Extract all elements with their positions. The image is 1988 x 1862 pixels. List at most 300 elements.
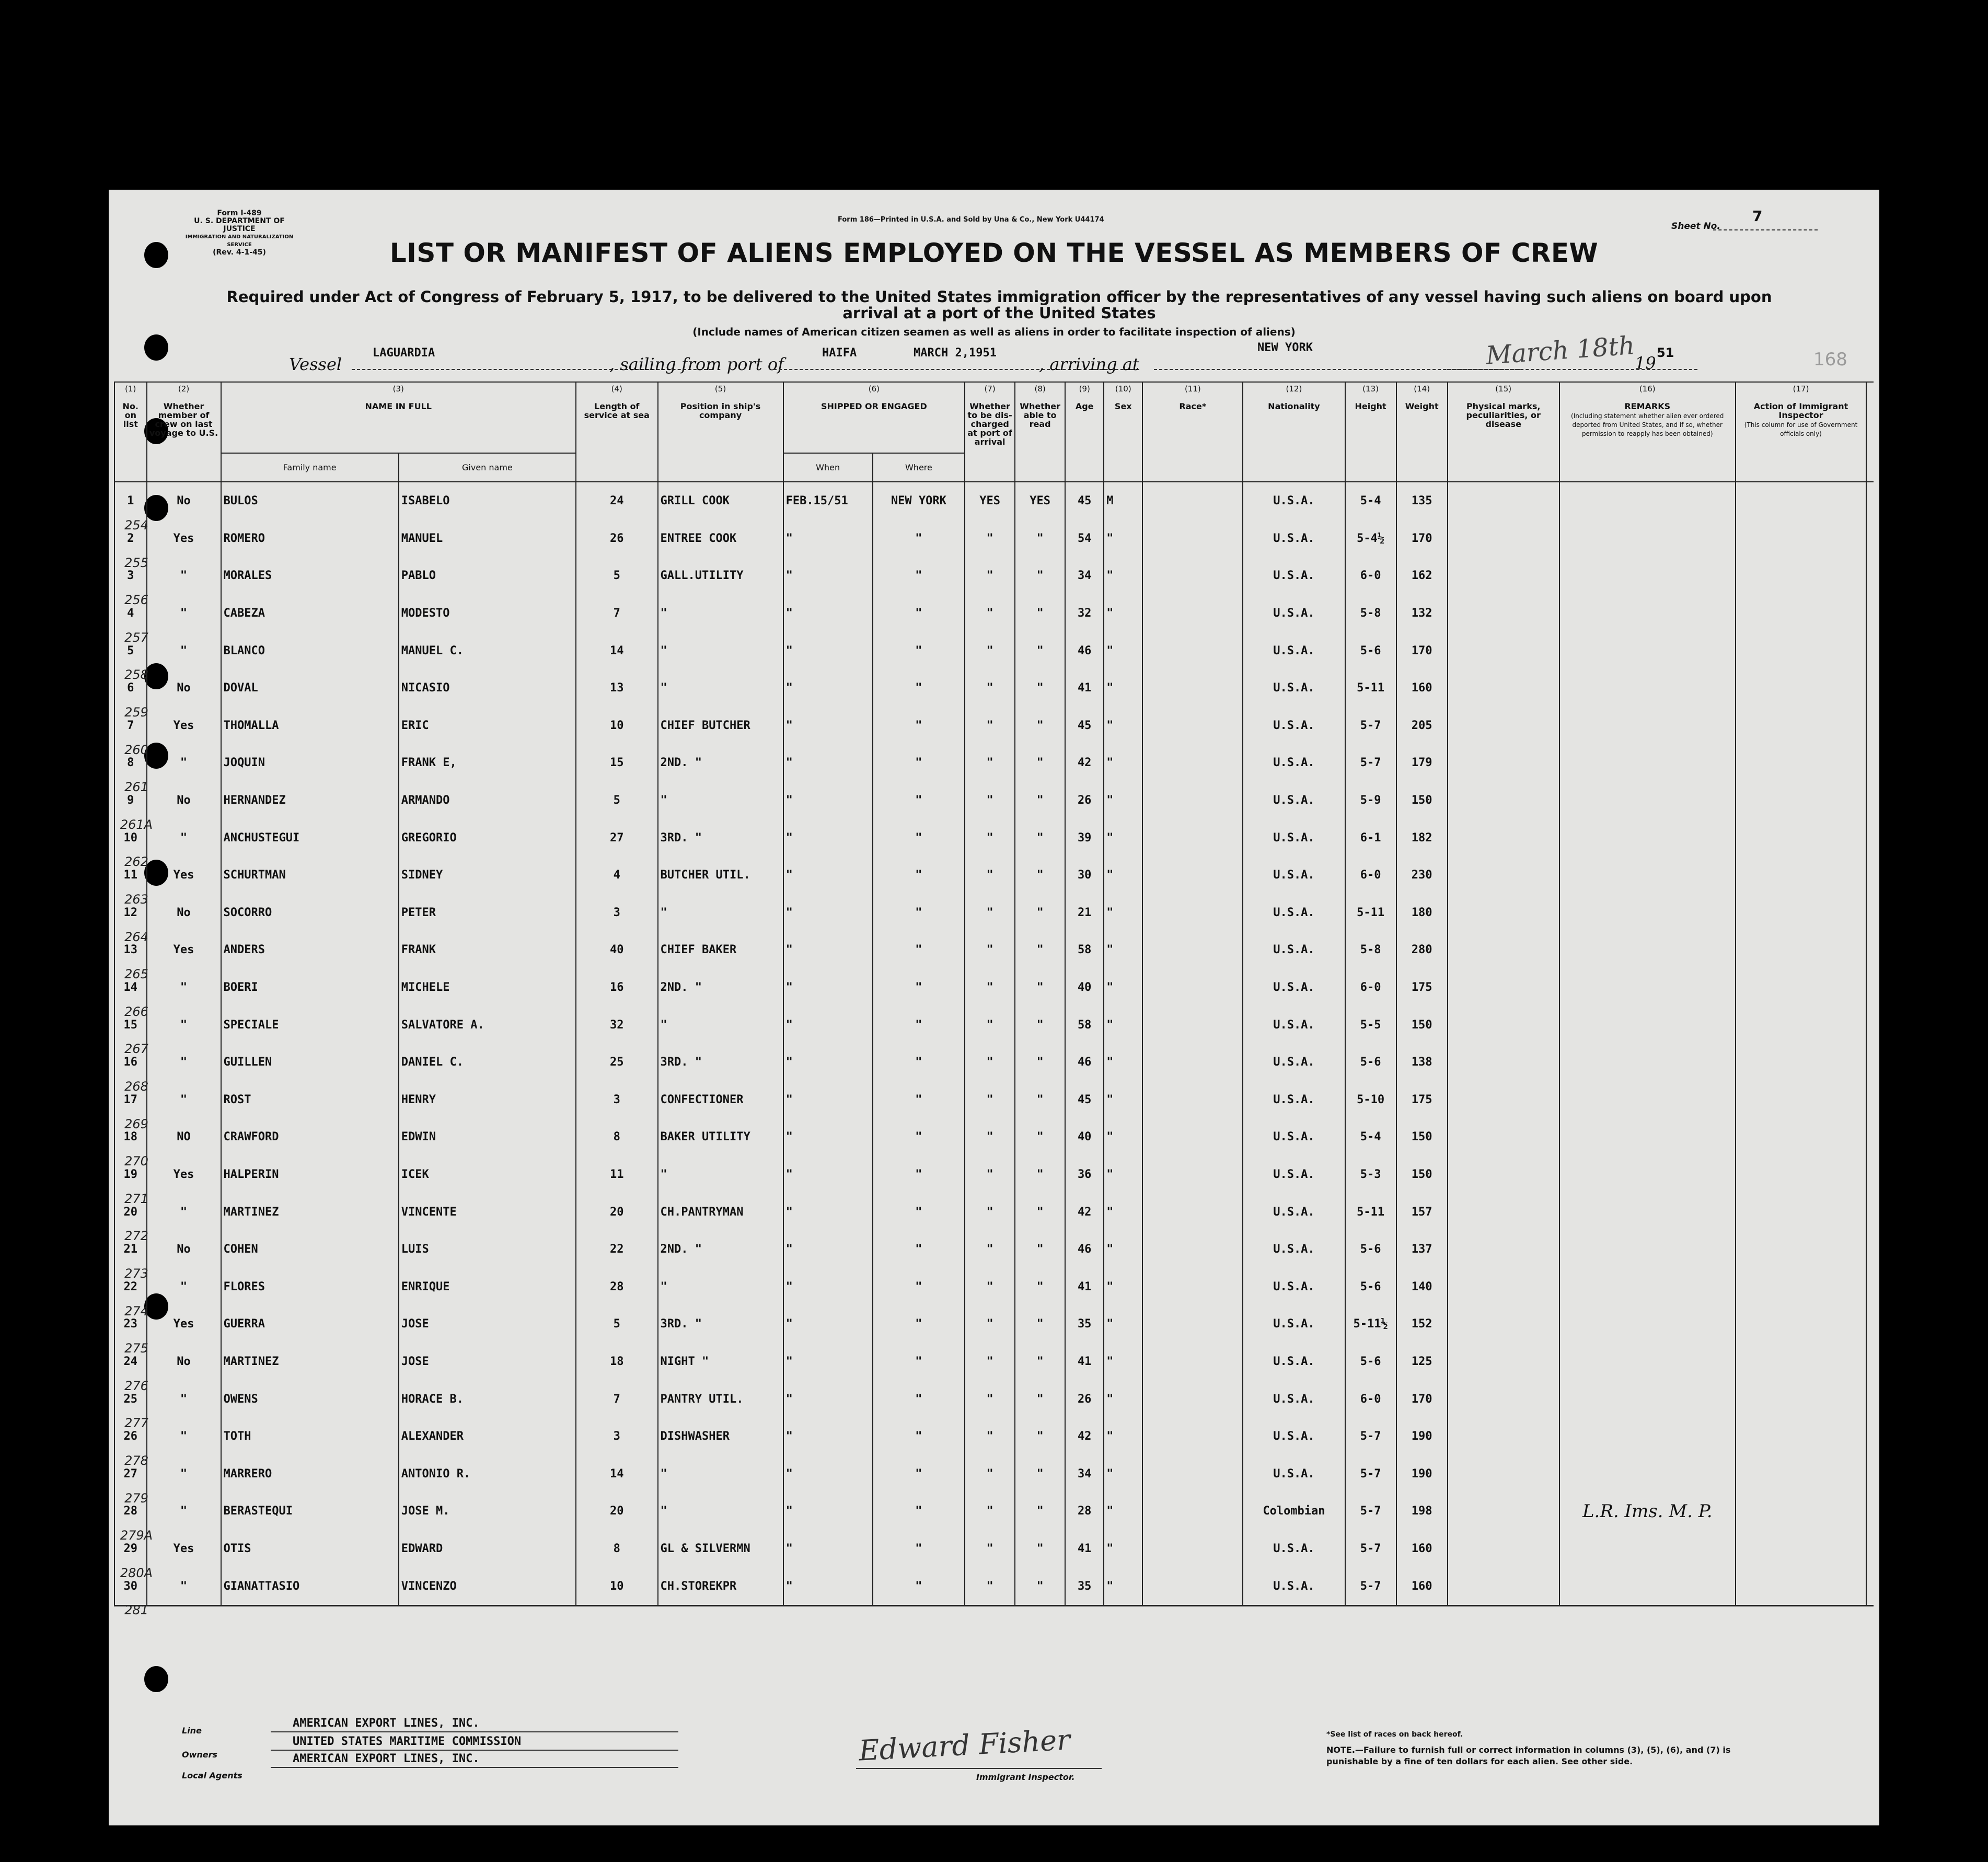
inspector-action-cell xyxy=(1736,1231,1866,1268)
inspector-action-cell xyxy=(1736,857,1866,894)
given-name-cell: MODESTO xyxy=(399,595,576,632)
blank-cell xyxy=(1866,969,1874,1007)
weight-cell: 190 xyxy=(1396,1418,1448,1455)
given-name-cell: ANTONIO R. xyxy=(399,1455,576,1493)
given-name-cell: FRANK xyxy=(399,931,576,969)
table-row xyxy=(114,782,1874,819)
age-cell: 30 xyxy=(1065,857,1104,894)
physical-marks-cell xyxy=(1448,1567,1559,1605)
blank-cell xyxy=(1866,1493,1874,1530)
weight-cell: 140 xyxy=(1396,1268,1448,1305)
sex-cell: " xyxy=(1104,894,1142,932)
remarks-cell xyxy=(1559,744,1736,782)
position-cell: " xyxy=(658,894,783,932)
given-name-cell: LUIS xyxy=(399,1231,576,1268)
col-head-given: Given name xyxy=(399,453,576,482)
crew-flag-cell: Yes xyxy=(147,931,221,969)
col-head-where: Where xyxy=(873,453,965,482)
shipped-where-cell: " xyxy=(873,931,965,969)
shipped-where-cell: " xyxy=(873,1081,965,1119)
table-row xyxy=(114,557,1874,595)
given-name-cell: HORACE B. xyxy=(399,1380,576,1418)
physical-marks-cell xyxy=(1448,1081,1559,1119)
service-length-cell: 3 xyxy=(576,1418,658,1455)
sex-cell: " xyxy=(1104,931,1142,969)
shipped-where-cell: " xyxy=(873,1493,965,1530)
age-cell: 41 xyxy=(1065,669,1104,707)
crew-flag-cell: " xyxy=(147,1493,221,1530)
family-name-cell: GUERRA xyxy=(221,1305,399,1343)
sex-cell: " xyxy=(1104,1268,1142,1305)
physical-marks-cell xyxy=(1448,520,1559,558)
given-name-cell: EDWARD xyxy=(399,1530,576,1568)
sex-cell: " xyxy=(1104,857,1142,894)
margin-number: 262 xyxy=(124,854,148,870)
sex-cell: M xyxy=(1104,482,1142,520)
crew-flag-cell: Yes xyxy=(147,707,221,745)
row-no-cell: 30 xyxy=(114,1567,147,1605)
shipped-when-cell: " xyxy=(783,1193,873,1231)
height-cell: 5-6 xyxy=(1345,632,1396,669)
able-to-read-cell: " xyxy=(1015,557,1065,595)
family-name-cell: TOTH xyxy=(221,1418,399,1455)
weight-cell: 175 xyxy=(1396,1081,1448,1119)
physical-marks-cell xyxy=(1448,819,1559,857)
age-cell: 34 xyxy=(1065,1455,1104,1493)
position-cell: NIGHT " xyxy=(658,1343,783,1381)
race-cell xyxy=(1142,632,1243,669)
age-cell: 35 xyxy=(1065,1305,1104,1343)
inspector-action-cell xyxy=(1736,1044,1866,1081)
age-cell: 26 xyxy=(1065,782,1104,819)
row-no-cell: 3 xyxy=(114,557,147,595)
height-cell: 5-4½ xyxy=(1345,520,1396,558)
position-cell: ENTREE COOK xyxy=(658,520,783,558)
stamp-number: 168 xyxy=(1813,349,1847,370)
year-suffix: 51 xyxy=(1657,345,1674,360)
crew-flag-cell: No xyxy=(147,1343,221,1381)
height-cell: 5-6 xyxy=(1345,1268,1396,1305)
given-name-cell: JOSE M. xyxy=(399,1493,576,1530)
line-value: AMERICAN EXPORT LINES, INC. xyxy=(293,1717,480,1730)
nationality-cell: U.S.A. xyxy=(1243,520,1345,558)
physical-marks-cell xyxy=(1448,482,1559,520)
given-name-cell: MANUEL C. xyxy=(399,632,576,669)
family-name-cell: HALPERIN xyxy=(221,1156,399,1194)
nationality-cell: U.S.A. xyxy=(1243,1530,1345,1568)
race-cell xyxy=(1142,819,1243,857)
height-cell: 5-6 xyxy=(1345,1231,1396,1268)
table-row xyxy=(114,1081,1874,1119)
service-length-cell: 16 xyxy=(576,969,658,1007)
row-no-cell: 14 xyxy=(114,969,147,1007)
physical-marks-cell xyxy=(1448,744,1559,782)
blank-cell xyxy=(1866,1418,1874,1455)
race-cell xyxy=(1142,1081,1243,1119)
discharged-cell: " xyxy=(965,857,1015,894)
inspector-action-cell xyxy=(1736,1455,1866,1493)
row-no-cell: 10 xyxy=(114,819,147,857)
remarks-cell xyxy=(1559,707,1736,745)
family-name-cell: MARTINEZ xyxy=(221,1343,399,1381)
shipped-when-cell: " xyxy=(783,744,873,782)
margin-number: 258 xyxy=(124,667,148,683)
weight-cell: 175 xyxy=(1396,969,1448,1007)
shipped-when-cell: FEB.15/51 xyxy=(783,482,873,520)
table-row xyxy=(114,857,1874,894)
inspector-action-cell xyxy=(1736,482,1866,520)
discharged-cell: " xyxy=(965,1231,1015,1268)
table-row xyxy=(114,931,1874,969)
row-no-cell: 26 xyxy=(114,1418,147,1455)
position-cell: 3RD. " xyxy=(658,1044,783,1081)
crew-flag-cell: Yes xyxy=(147,520,221,558)
margin-number: 255 xyxy=(124,555,148,570)
weight-cell: 162 xyxy=(1396,557,1448,595)
height-cell: 5-11½ xyxy=(1345,1305,1396,1343)
sex-cell: " xyxy=(1104,520,1142,558)
discharged-cell: " xyxy=(965,894,1015,932)
shipped-when-cell: " xyxy=(783,1044,873,1081)
position-cell: " xyxy=(658,1156,783,1194)
blank-cell xyxy=(1866,894,1874,932)
physical-marks-cell xyxy=(1448,931,1559,969)
position-cell: BAKER UTILITY xyxy=(658,1118,783,1156)
position-cell: " xyxy=(658,632,783,669)
shipped-where-cell: " xyxy=(873,1193,965,1231)
race-cell xyxy=(1142,1455,1243,1493)
shipped-when-cell: " xyxy=(783,1418,873,1455)
race-cell xyxy=(1142,1156,1243,1194)
sex-cell: " xyxy=(1104,557,1142,595)
margin-number: 279 xyxy=(124,1490,148,1506)
inspector-action-cell xyxy=(1736,1530,1866,1568)
shipped-when-cell: " xyxy=(783,1530,873,1568)
given-name-cell: MICHELE xyxy=(399,969,576,1007)
weight-cell: 135 xyxy=(1396,482,1448,520)
weight-cell: 230 xyxy=(1396,857,1448,894)
revision: (Rev. 4-1-45) xyxy=(213,248,266,257)
able-to-read-cell: YES xyxy=(1015,482,1065,520)
discharged-cell: " xyxy=(965,1305,1015,1343)
nationality-cell: U.S.A. xyxy=(1243,1418,1345,1455)
nationality-cell: U.S.A. xyxy=(1243,1305,1345,1343)
able-to-read-cell: " xyxy=(1015,1268,1065,1305)
margin-number: 277 xyxy=(124,1416,148,1431)
height-cell: 5-7 xyxy=(1345,1567,1396,1605)
row-no-cell: 23 xyxy=(114,1305,147,1343)
remarks-cell xyxy=(1559,782,1736,819)
shipped-where-cell: " xyxy=(873,857,965,894)
discharged-cell: " xyxy=(965,1006,1015,1044)
shipped-when-cell: " xyxy=(783,1493,873,1530)
row-no-cell: 20 xyxy=(114,1193,147,1231)
shipped-where-cell: " xyxy=(873,894,965,932)
physical-marks-cell xyxy=(1448,1455,1559,1493)
remarks-cell xyxy=(1559,1156,1736,1194)
position-cell: " xyxy=(658,1493,783,1530)
col-head-nationality: (12) Nationality xyxy=(1243,382,1345,482)
position-cell: 2ND. " xyxy=(658,969,783,1007)
service-length-cell: 32 xyxy=(576,1006,658,1044)
sex-cell: " xyxy=(1104,1455,1142,1493)
height-cell: 5-5 xyxy=(1345,1006,1396,1044)
shipped-when-cell: " xyxy=(783,969,873,1007)
physical-marks-cell xyxy=(1448,1193,1559,1231)
able-to-read-cell: " xyxy=(1015,744,1065,782)
blank-cell xyxy=(1866,1231,1874,1268)
table-row xyxy=(114,1530,1874,1568)
shipped-where-cell: " xyxy=(873,1006,965,1044)
nationality-cell: U.S.A. xyxy=(1243,1343,1345,1381)
shipped-when-cell: " xyxy=(783,894,873,932)
race-cell xyxy=(1142,969,1243,1007)
nationality-cell: U.S.A. xyxy=(1243,894,1345,932)
shipped-when-cell: " xyxy=(783,1006,873,1044)
position-cell: CHIEF BAKER xyxy=(658,931,783,969)
given-name-cell: SIDNEY xyxy=(399,857,576,894)
inspector-action-cell xyxy=(1736,1268,1866,1305)
age-cell: 32 xyxy=(1065,595,1104,632)
sheet-number: 7 xyxy=(1752,207,1763,225)
remarks-cell xyxy=(1559,1268,1736,1305)
sex-cell: " xyxy=(1104,969,1142,1007)
table-row xyxy=(114,1118,1874,1156)
row-no-cell: 9 xyxy=(114,782,147,819)
age-cell: 40 xyxy=(1065,969,1104,1007)
weight-cell: 190 xyxy=(1396,1455,1448,1493)
age-cell: 36 xyxy=(1065,1156,1104,1194)
manifest-sheet xyxy=(109,190,1879,1825)
inspector-action-cell xyxy=(1736,819,1866,857)
remarks-cell xyxy=(1559,819,1736,857)
family-name-cell: MORALES xyxy=(221,557,399,595)
blank-cell xyxy=(1866,520,1874,558)
service-length-cell: 4 xyxy=(576,857,658,894)
age-cell: 21 xyxy=(1065,894,1104,932)
given-name-cell: HENRY xyxy=(399,1081,576,1119)
table-row xyxy=(114,1006,1874,1044)
shipped-when-cell: " xyxy=(783,1156,873,1194)
crew-flag-cell: Yes xyxy=(147,1530,221,1568)
family-name-cell: HERNANDEZ xyxy=(221,782,399,819)
family-name-cell: ANCHUSTEGUI xyxy=(221,819,399,857)
shipped-where-cell: " xyxy=(873,1455,965,1493)
service-length-cell: 14 xyxy=(576,1455,658,1493)
race-cell xyxy=(1142,557,1243,595)
crew-flag-cell: " xyxy=(147,557,221,595)
col-head-physical: (15) Physical marks, peculiarities, or disease xyxy=(1448,382,1559,482)
blank-cell xyxy=(1866,1044,1874,1081)
nationality-cell: U.S.A. xyxy=(1243,1567,1345,1605)
arrival-port: NEW YORK xyxy=(1257,341,1313,354)
able-to-read-cell: " xyxy=(1015,931,1065,969)
row-no-cell: 11 xyxy=(114,857,147,894)
service: IMMIGRATION AND NATURALIZATION SERVICE xyxy=(185,234,294,248)
height-cell: 5-7 xyxy=(1345,1493,1396,1530)
table-row xyxy=(114,1231,1874,1268)
sheet-label: Sheet No. xyxy=(1671,221,1720,232)
service-length-cell: 5 xyxy=(576,782,658,819)
row-no-cell: 17 xyxy=(114,1081,147,1119)
position-cell: " xyxy=(658,1455,783,1493)
family-name-cell: BOERI xyxy=(221,969,399,1007)
height-cell: 5-6 xyxy=(1345,1044,1396,1081)
position-cell: 3RD. " xyxy=(658,1305,783,1343)
discharged-cell: " xyxy=(965,520,1015,558)
given-name-cell: VINCENZO xyxy=(399,1567,576,1605)
shipped-where-cell: " xyxy=(873,1118,965,1156)
shipped-where-cell: " xyxy=(873,1044,965,1081)
height-cell: 5-9 xyxy=(1345,782,1396,819)
family-name-cell: SPECIALE xyxy=(221,1006,399,1044)
able-to-read-cell: " xyxy=(1015,1081,1065,1119)
able-to-read-cell: " xyxy=(1015,1567,1065,1605)
inspector-action-cell xyxy=(1736,782,1866,819)
inspector-action-cell xyxy=(1736,1380,1866,1418)
margin-number: 263 xyxy=(124,892,148,907)
punch-hole xyxy=(144,1666,168,1692)
shipped-where-cell: " xyxy=(873,782,965,819)
service-length-cell: 20 xyxy=(576,1493,658,1530)
row-no-cell: 1 xyxy=(114,482,147,520)
age-cell: 46 xyxy=(1065,1044,1104,1081)
remarks-cell xyxy=(1559,1343,1736,1381)
table-row xyxy=(114,1455,1874,1493)
table-row xyxy=(114,1305,1874,1343)
discharged-cell: " xyxy=(965,557,1015,595)
table-row xyxy=(114,669,1874,707)
col-head-blank xyxy=(1866,382,1874,482)
age-cell: 42 xyxy=(1065,1418,1104,1455)
row-no-cell: 19 xyxy=(114,1156,147,1194)
shipped-where-cell: NEW YORK xyxy=(873,482,965,520)
punch-hole xyxy=(144,334,168,361)
col-head-position: (5) Position in ship's company xyxy=(658,382,783,482)
discharged-cell: " xyxy=(965,1343,1015,1381)
crew-flag-cell: " xyxy=(147,1044,221,1081)
shipped-when-cell: " xyxy=(783,1343,873,1381)
service-length-cell: 10 xyxy=(576,707,658,745)
row-no-cell: 28 xyxy=(114,1493,147,1530)
position-cell: " xyxy=(658,595,783,632)
position-cell: PANTRY UTIL. xyxy=(658,1380,783,1418)
footer-note: NOTE.—Failure to furnish full or correct information in columns (3), (5), (6), and (7) is punishable by a fine of ten dollars for each alien. See other side. xyxy=(1326,1745,1731,1766)
inspector-label: Immigrant Inspector. xyxy=(976,1772,1075,1782)
row-no-cell: 2 xyxy=(114,520,147,558)
height-cell: 5-4 xyxy=(1345,482,1396,520)
remarks-cell xyxy=(1559,632,1736,669)
family-name-cell: OTIS xyxy=(221,1530,399,1568)
sex-cell: " xyxy=(1104,1118,1142,1156)
age-cell: 54 xyxy=(1065,520,1104,558)
position-cell: GL & SILVERMN xyxy=(658,1530,783,1568)
row-no-cell: 5 xyxy=(114,632,147,669)
row-no-cell: 29 xyxy=(114,1530,147,1568)
nationality-cell: U.S.A. xyxy=(1243,1193,1345,1231)
race-cell xyxy=(1142,1380,1243,1418)
given-name-cell: SALVATORE A. xyxy=(399,1006,576,1044)
remarks-cell xyxy=(1559,1044,1736,1081)
family-name-cell: CABEZA xyxy=(221,595,399,632)
table-row xyxy=(114,1268,1874,1305)
weight-cell: 170 xyxy=(1396,1380,1448,1418)
crew-flag-cell: Yes xyxy=(147,857,221,894)
able-to-read-cell: " xyxy=(1015,669,1065,707)
age-cell: 58 xyxy=(1065,1006,1104,1044)
position-cell: GALL.UTILITY xyxy=(658,557,783,595)
sex-cell: " xyxy=(1104,1006,1142,1044)
shipped-where-cell: " xyxy=(873,1231,965,1268)
nationality-cell: U.S.A. xyxy=(1243,1380,1345,1418)
sex-cell: " xyxy=(1104,1418,1142,1455)
family-name-cell: ROMERO xyxy=(221,520,399,558)
physical-marks-cell xyxy=(1448,1418,1559,1455)
discharged-cell: " xyxy=(965,782,1015,819)
given-name-cell: DANIEL C. xyxy=(399,1044,576,1081)
table-row xyxy=(114,969,1874,1007)
department: U. S. DEPARTMENT OF JUSTICE xyxy=(194,217,285,233)
sex-cell: " xyxy=(1104,1305,1142,1343)
margin-number: 276 xyxy=(124,1378,148,1393)
service-length-cell: 10 xyxy=(576,1567,658,1605)
race-cell xyxy=(1142,1231,1243,1268)
family-name-cell: BULOS xyxy=(221,482,399,520)
physical-marks-cell xyxy=(1448,1044,1559,1081)
given-name-cell: JOSE xyxy=(399,1305,576,1343)
crew-flag-cell: NO xyxy=(147,1118,221,1156)
crew-flag-cell: " xyxy=(147,1567,221,1605)
service-length-cell: 5 xyxy=(576,557,658,595)
nationality-cell: U.S.A. xyxy=(1243,819,1345,857)
vessel-label: Vessel xyxy=(289,354,342,374)
crew-flag-cell: " xyxy=(147,744,221,782)
physical-marks-cell xyxy=(1448,1268,1559,1305)
table-row xyxy=(114,595,1874,632)
margin-number: 279A xyxy=(120,1528,153,1543)
weight-cell: 182 xyxy=(1396,819,1448,857)
family-name-cell: ANDERS xyxy=(221,931,399,969)
margin-number: 261 xyxy=(124,780,148,795)
col-head-age: (9) Age xyxy=(1065,382,1104,482)
sex-cell: " xyxy=(1104,1156,1142,1194)
crew-flag-cell: " xyxy=(147,969,221,1007)
height-cell: 5-7 xyxy=(1345,1455,1396,1493)
shipped-when-cell: " xyxy=(783,1118,873,1156)
given-name-cell: ERIC xyxy=(399,707,576,745)
shipped-when-cell: " xyxy=(783,1231,873,1268)
family-name-cell: DOVAL xyxy=(221,669,399,707)
discharged-cell: YES xyxy=(965,482,1015,520)
remarks-cell xyxy=(1559,1081,1736,1119)
given-name-cell: PETER xyxy=(399,894,576,932)
nationality-cell: U.S.A. xyxy=(1243,595,1345,632)
sex-cell: " xyxy=(1104,1493,1142,1530)
discharged-cell: " xyxy=(965,1118,1015,1156)
physical-marks-cell xyxy=(1448,894,1559,932)
inspector-action-cell xyxy=(1736,707,1866,745)
nationality-cell: U.S.A. xyxy=(1243,1118,1345,1156)
age-cell: 34 xyxy=(1065,557,1104,595)
crew-flag-cell: No xyxy=(147,1231,221,1268)
remarks-cell xyxy=(1559,857,1736,894)
remarks-cell xyxy=(1559,969,1736,1007)
margin-number: 270 xyxy=(124,1154,148,1169)
race-cell xyxy=(1142,1006,1243,1044)
height-cell: 5-10 xyxy=(1345,1081,1396,1119)
margin-number: 254 xyxy=(124,518,148,533)
height-cell: 5-7 xyxy=(1345,1530,1396,1568)
